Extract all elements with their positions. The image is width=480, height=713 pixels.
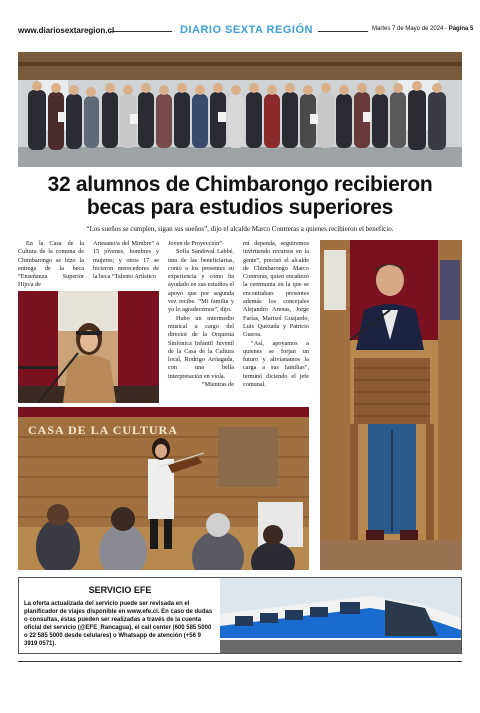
servicio-efe-text: La oferta actualizada del servicio puede ser revisada en el planificador de viajes disponible en www.efe.cl. En caso de dudas o consultas, éstas pueden ser realizadas a través de la cuenta oficial del servicio (@EFE_Rancagua), el call center (600 585 5000 o 22 585 5000 desde celulares) o Whatsapp de atención (+56 9 3919 0571). (24, 601, 213, 647)
column-1-text: En la Casa de la Cultura de la comuna de Chimbarongo se hizo la entrega de la beca “Enseñanza Superior Hijo/a de (18, 240, 84, 289)
viola-performance-photo (18, 407, 309, 570)
column-3-para-4: “Mientras de (201, 381, 234, 389)
headline (18, 173, 462, 219)
group-photo (18, 52, 462, 167)
headline-line-1: 32 alumnos de Chimbarongo recibieron (47, 173, 433, 196)
header-rule-right (318, 31, 368, 32)
issue-date (372, 26, 473, 32)
column-2-text: Artesano/a del Mimbre” a 15 jóvenes, hombres y mujeres; y otros 17 se hicieron merecedores de la beca “Talento Artístico (93, 240, 159, 281)
column-3-para-1: Joven de Proyección”. (168, 240, 224, 247)
article-column-4 (243, 240, 309, 389)
article-column-2 (93, 240, 159, 281)
student-speaker-photo (18, 291, 159, 403)
headline-line-2: becas para estudios superiores (86, 196, 394, 219)
header-rule-left (110, 31, 172, 32)
servicio-efe-title: SERVICIO EFE (88, 585, 152, 595)
article-column-1 (18, 240, 84, 290)
column-3-para-3: Hubo un intermedio musical a cargo del director de la Orquesta Sinfónica Infantil Juvenil de la Casa de la Cultura local, Rodrigo Arriagada, con una bella interpretación en viola. (168, 314, 234, 380)
bottom-rule (18, 661, 462, 662)
column-4-para-2: “Así, apoyamos a quienes se forjan un futuro y alivianamos la carga a sus familias”, terminó diciendo el jefe comunal. (243, 339, 309, 389)
mayor-photo (320, 240, 462, 570)
hall-sign: CASA DE LA CULTURA (28, 423, 178, 437)
subheadline: “Los sueños se cumplen, sigan sus sueños”, dijo el alcalde Marco Contreras a quienes recibieron el beneficio. (86, 225, 394, 233)
column-3-para-2: Sofía Sandoval Labbé, una de las beneficiarias, contó a los presentes su experiencia y cómo ha ayudado en sus estudios el apoyo que por segunda vez recibe. “Mi familia y yo lo agradecemos”, dijo. (168, 248, 234, 314)
paper-name: DIARIO SEXTA REGIÓN (180, 24, 313, 36)
train-photo (220, 578, 461, 653)
site-url: www.diariosextaregion.cl (18, 26, 115, 35)
column-4-para-1: mí dependa, seguiremos invirtiendo recursos en la gente”, precisó el alcalde de Chimbarongo Marco Contreras, quien encabezó la ceremonia en la que se encontraban presentes además los concejales Alejandro Arenas, Jorge Farías, Marisol Guajardo, Luis Quezada y Patricio Guerra. (243, 240, 309, 339)
page-number: Página 5 (448, 26, 474, 32)
article-column-3 (168, 240, 234, 389)
date-text: Martes 7 de Mayo de 2024 - (372, 26, 448, 32)
